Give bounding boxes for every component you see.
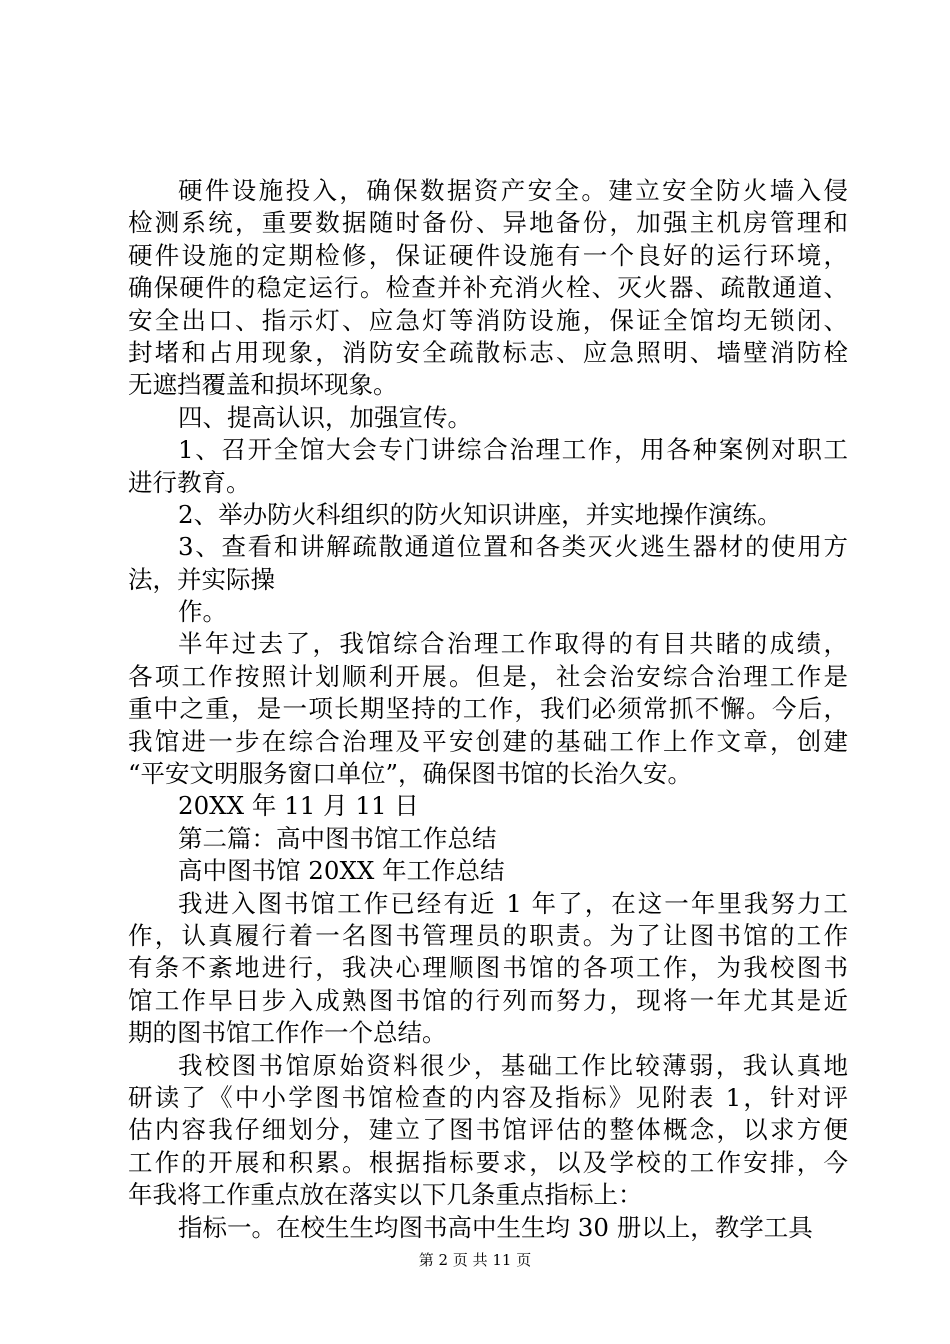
text-line: 年我将工作重点放在落实以下几条重点指标上： xyxy=(128,1180,643,1210)
paragraph xyxy=(128,823,848,855)
text-line: 2、举办防火科组织的防火知识讲座，并实地操作演练。 xyxy=(178,499,782,529)
text-line: 3、查看和讲解疏散通道位置和各类灭火逃生器材的使用方 xyxy=(178,532,848,562)
text-line: 我进入图书馆工作已经有近 1 年了，在这一年里我努力工 xyxy=(178,888,848,918)
text-line: 工作的开展和积累。根据指标要求，以及学校的工作安排，今 xyxy=(128,1147,848,1177)
paragraph xyxy=(128,596,848,628)
text-line: 作，认真履行着一名图书管理员的职责。为了让图书馆的工作 xyxy=(128,920,848,950)
text-line: 确保硬件的稳定运行。检查并补充消火栓、灭火器、疏散通道、 xyxy=(128,273,848,303)
text-line: 20XX 年 11 月 11 日 xyxy=(178,791,419,821)
paragraph xyxy=(128,499,848,531)
text-line: 有条不紊地进行，我决心理顺图书馆的各项工作，为我校图书 xyxy=(128,953,848,983)
paragraph xyxy=(128,628,848,790)
text-line: 各项工作按照计划顺利开展。但是，社会治安综合治理工作是 xyxy=(128,661,848,691)
paragraph xyxy=(128,531,848,596)
paragraph xyxy=(128,402,848,434)
text-line: 估内容我仔细划分，建立了图书馆评估的整体概念，以求方便 xyxy=(128,1115,848,1145)
paragraph xyxy=(128,1050,848,1212)
paragraph xyxy=(128,888,848,1050)
text-line: 馆工作早日步入成熟图书馆的行列而努力，现将一年尤其是近 xyxy=(128,985,848,1015)
paragraph xyxy=(128,175,848,402)
paragraph xyxy=(128,790,848,822)
text-line: 四、提高认识，加强宣传。 xyxy=(178,402,472,432)
text-line: 法，并实际操 xyxy=(128,564,275,594)
text-line: 进行教育。 xyxy=(128,467,251,497)
text-line: 半年过去了，我馆综合治理工作取得的有目共睹的成绩， xyxy=(178,629,848,659)
text-line: “平安文明服务窗口单位”，确保图书馆的长治久安。 xyxy=(128,759,693,789)
paragraph xyxy=(128,855,848,887)
text-line: 无遮挡覆盖和损坏现象。 xyxy=(128,370,398,400)
text-line: 硬件设施的定期检修，保证硬件设施有一个良好的运行环境， xyxy=(128,240,848,270)
text-line: 重中之重，是一项长期坚持的工作，我们必须常抓不懈。今后， xyxy=(128,694,848,724)
text-line: 检测系统，重要数据随时备份、异地备份，加强主机房管理和 xyxy=(128,208,848,238)
text-line: 封堵和占用现象，消防安全疏散标志、应急照明、墙壁消防栓 xyxy=(128,337,848,367)
text-line: 我校图书馆原始资料很少，基础工作比较薄弱，我认真地 xyxy=(178,1050,848,1080)
paragraph xyxy=(128,434,848,499)
document-body xyxy=(128,175,848,1244)
text-line: 硬件设施投入，确保数据资产安全。建立安全防火墙入侵 xyxy=(178,176,848,205)
page-footer: 第 2 页 共 11 页 xyxy=(418,1251,532,1269)
text-line: 1、召开全馆大会专门讲综合治理工作，用各种案例对职工 xyxy=(178,435,848,465)
text-line: 我馆进一步在综合治理及平安创建的基础工作上作文章，创建 xyxy=(128,726,848,756)
text-line: 期的图书馆工作作一个总结。 xyxy=(128,1018,447,1048)
text-line: 第二篇：高中图书馆工作总结 xyxy=(178,823,497,853)
text-line: 研读了《中小学图书馆检查的内容及指标》见附表 1，针对评 xyxy=(128,1082,848,1112)
text-line: 指标一。在校生生均图书高中生生均 30 册以上，教学工具 xyxy=(178,1212,813,1242)
text-line: 安全出口、指示灯、应急灯等消防设施，保证全馆均无锁闭、 xyxy=(128,305,848,335)
text-line: 作。 xyxy=(178,597,227,627)
text-line: 高中图书馆 20XX 年工作总结 xyxy=(178,856,505,886)
paragraph xyxy=(128,1212,848,1244)
